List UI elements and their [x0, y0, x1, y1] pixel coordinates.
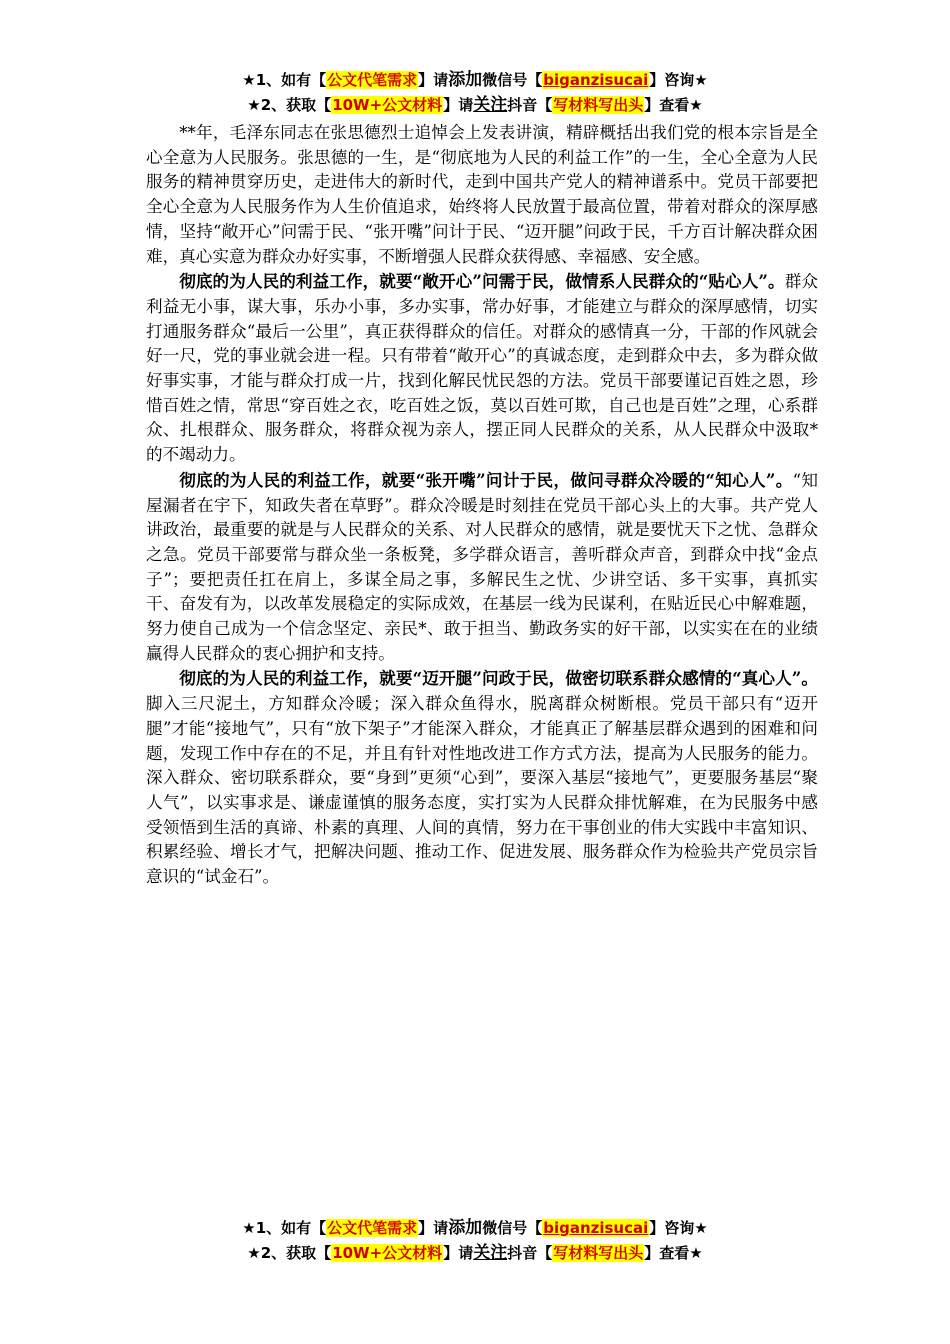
highlight-service: 公文代笔需求 [327, 1219, 418, 1237]
highlight-materials: 10W+公文材料 [332, 96, 443, 114]
promo-text: 】查看★ [644, 96, 703, 114]
highlight-douyin-account: 写材料写出头 [553, 96, 644, 114]
highlight-service: 公文代笔需求 [327, 71, 418, 89]
promo-emphasis: 关注 [473, 1243, 508, 1263]
paragraph-section-3 [146, 666, 818, 889]
promo-text: 】咨询★ [649, 1219, 708, 1237]
promo-text: ★1、如有【 [242, 71, 327, 89]
promo-text: ★2、获取【 [247, 96, 332, 114]
promo-emphasis: 添加 [448, 70, 483, 90]
section-heading: 彻底的为人民的利益工作，就要“张开嘴”问计于民，做问寻群众冷暖的“知心人”。 [179, 469, 793, 490]
section-heading: 彻底的为人民的利益工作，就要“迈开腿”问政于民，做密切联系群众感情的“真心人”。 [179, 668, 818, 689]
promo-emphasis: 关注 [473, 95, 508, 115]
highlight-wechat-id: biganzisucai [543, 71, 649, 89]
promo-text: 】咨询★ [649, 71, 708, 89]
promo-text: 】请 [418, 71, 449, 89]
promo-emphasis: 添加 [448, 1218, 483, 1238]
section-heading: 彻底的为人民的利益工作，就要“敞开心”问需于民，做情系人民群众的“贴心人”。 [179, 271, 785, 292]
promo-line-1 [0, 68, 950, 93]
promo-text: ★2、获取【 [247, 1244, 332, 1262]
highlight-wechat-id: biganzisucai [543, 1219, 649, 1237]
promo-line-1 [0, 1216, 950, 1241]
paragraph-section-1 [146, 269, 818, 468]
promo-text: 抖音【 [507, 96, 553, 114]
promo-text: 微信号【 [482, 71, 543, 89]
promo-banner-top [0, 68, 950, 118]
promo-line-2 [0, 1241, 950, 1266]
promo-text: 微信号【 [482, 1219, 543, 1237]
paragraph-intro: **年，毛泽东同志在张思德烈士追悼会上发表讲演，精辟概括出我们党的根本宗旨是全心全意为人民服务。张思德的一生，是“彻底地为人民的利益工作”的一生，全心全意为人民服务的精神贯穿历史，走进伟大的新时代，走到中国共产党人的精神谱系中。党员干部要把全心全意为人民服务作为人生价值追求，始终将人民放置于最高位置，带着对群众的深厚感情，坚持“敞开心”问需于民、“张开嘴”问计于民、“迈开腿”问政于民，千方百计解决群众困难，真心实意为群众办好实事，不断增强人民群众获得感、幸福感、安全感。 [146, 123, 818, 266]
promo-banner-bottom [0, 1216, 950, 1266]
promo-text: 】请 [418, 1219, 449, 1237]
article-body [146, 121, 818, 890]
promo-line-2 [0, 93, 950, 118]
promo-text: 】请 [443, 96, 474, 114]
section-text: 群众利益无小事，谋大事，乐办小事，多办实事，常办好事，才能建立与群众的深厚感情，切实打通服务群众“最后一公里”，真正获得群众的信任。对群众的感情真一分，干部的作风就会好一尺，党的事业就会进一程。只有带着“敞开心”的真诚态度，走到群众中去，多为群众做好事实事，才能与群众打成一片，找到化解民忧民怨的方法。党员干部要谨记百姓之恩，珍惜百姓之情，常思“穿百姓之衣，吃百姓之饭，莫以百姓可欺，自己也是百姓”之理，心系群众、扎根群众、服务群众，将群众视为亲人，摆正同人民群众的关系，从人民群众中汲取*的不竭动力。 [146, 272, 818, 465]
promo-text: ★1、如有【 [242, 1219, 327, 1237]
section-text: “知屋漏者在宇下，知政失者在草野”。群众冷暖是时刻挂在党员干部心头上的大事。共产党人讲政治，最重要的就是与人民群众的关系、对人民群众的感情，就是要忧天下之忧、急群众之急。党员干部要常与群众坐一条板凳，多学群众语言，善听群众声音，到群众中找“金点子”；要把责任扛在肩上，多谋全局之事，多解民生之忧、少讲空话、多干实事，真抓实干、奋发有为，以改革发展稳定的实际成效，在基层一线为民谋利，在贴近民心中解难题，努力使自己成为一个信念坚定、亲民*、敢于担当、勤政务实的好干部，以实实在在的业绩赢得人民群众的衷心拥护和支持。 [146, 470, 818, 663]
highlight-materials: 10W+公文材料 [332, 1244, 443, 1262]
section-text: 脚入三尺泥土，方知群众冷暖；深入群众鱼得水，脱离群众树断根。党员干部只有“迈开腿”才能“接地气”，只有“放下架子”才能深入群众，才能真正了解基层群众遇到的困难和问题，发现工作中存在的不足，并且有针对性地改进工作方式方法，提高为人民服务的能力。深入群众、密切联系群众，要“身到”更须“心到”，要深入基层“接地气”，更要服务基层“聚人气”，以实事求是、谦虚谨慎的服务态度，实打实为人民群众排忧解难，在为民服务中感受领悟到生活的真谛、朴素的真理、人间的真情，努力在干事创业的伟大实践中丰富知识、积累经验、增长才气，把解决问题、推动工作、促进发展、服务群众作为检验共产党员宗旨意识的“试金石”。 [146, 694, 818, 887]
promo-text: 抖音【 [507, 1244, 553, 1262]
paragraph-section-2 [146, 468, 818, 667]
promo-text: 】请 [443, 1244, 474, 1262]
highlight-douyin-account: 写材料写出头 [553, 1244, 644, 1262]
promo-text: 】查看★ [644, 1244, 703, 1262]
